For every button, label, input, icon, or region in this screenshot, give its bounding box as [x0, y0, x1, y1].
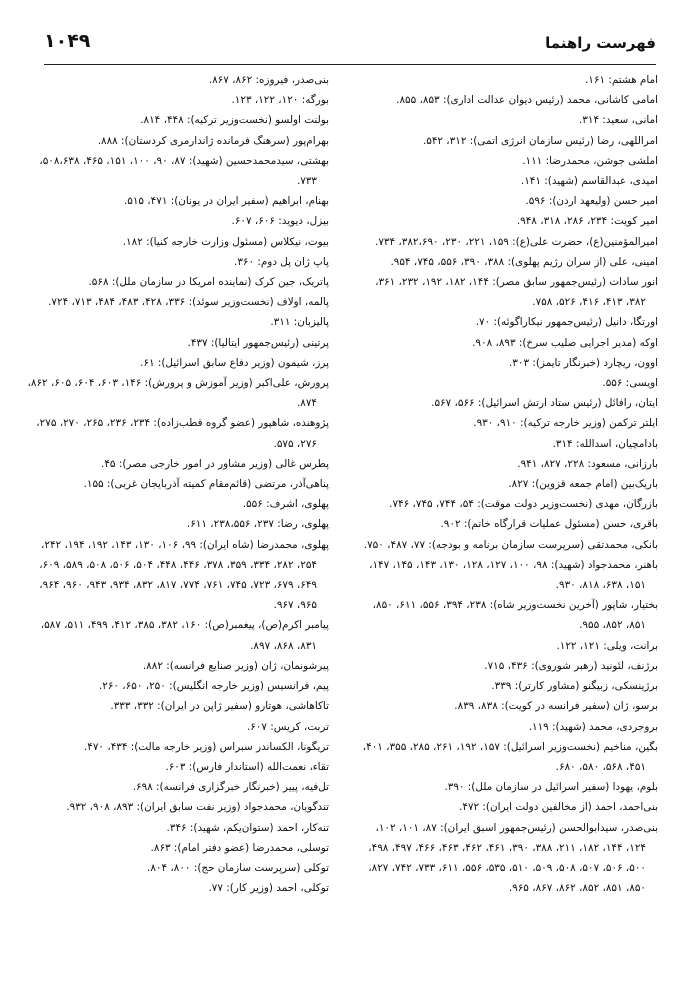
- index-entry: امراللهی، رضا (رئیس سازمان انرژی اتمی): ۳۱۲، ۵۴۲.: [422, 134, 658, 147]
- index-entry: پرز، شیمون (وزیر دفاع سابق اسرائیل): ۶۱.: [140, 356, 329, 369]
- index-column-right: [362, 70, 658, 898]
- index-entry: بنی‌صدر، فیروزه: ۸۶۲، ۸۶۷.: [208, 74, 329, 86]
- index-entry: تریگونا، الکساندر سبراس (وزیر خارجه مالت): ۴۳۴، ۴۷۰.: [83, 740, 329, 753]
- index-entry: امام هشتم: ۱۶۱.: [584, 74, 658, 86]
- index-entry: برانت، ویلی: ۱۲۱، ۱۲۲.: [556, 639, 658, 652]
- index-entry: بادامچیان، اسدالله: ۳۱۴.: [552, 437, 658, 450]
- index-entry: امیر کویت: ۲۳۴، ۲۸۶، ۳۱۸، ۹۴۸.: [516, 215, 658, 228]
- index-entry: تل‌فیه، پییر (خبرنگار خبرگزاری فرانسه): ۶۹۸.: [132, 781, 329, 794]
- index-entry: برژنف، لئونید (رهبر شوروی): ۴۳۶، ۷۱۵.: [484, 659, 658, 672]
- index-entry: پاتریک، جین کرک (نماینده امریکا در سازمان ملل): ۵۶۸.: [88, 276, 329, 289]
- index-entry: بهشتی، سیدمحمدحسین (شهید): ۸۷، ۹۰، ۱۰۰، ۱۵۱، ۴۶۵، ۵۰۸،۶۳۸، ۷۳۳.: [39, 154, 329, 188]
- index-entry: بختیار، شاپور (آخرین نخست‌وزیر شاه): ۲۳۸، ۳۹۴، ۵۵۶، ۶۱۱، ۸۵۰، ۸۵۱، ۸۵۲، ۹۵۵.: [372, 599, 658, 632]
- index-entry: پالیزبان: ۳۱۱.: [270, 316, 329, 329]
- index-entry: پیامبر اکرم(ص)، پیغمبر(ص): ۱۶۰، ۳۸۲، ۳۸۵، ۴۱۲، ۴۹۹، ۵۱۱، ۵۸۷، ۸۳۱، ۸۶۸، ۸۹۷.: [40, 619, 329, 652]
- index-entry: پهلوی، رضا: ۲۳۷، ۲۳۸،۵۵۶، ۶۱۱.: [186, 518, 329, 531]
- index-entry: اوکه (مدیر اجرایی صلیب سرخ): ۸۹۳، ۹۰۸.: [472, 336, 658, 349]
- index-entry: امیدی، عبدالقاسم (شهید): ۱۴۱.: [520, 175, 658, 188]
- index-entry: برسو، ژان (سفیر فرانسه در کویت): ۸۳۸، ۸۳۹.: [454, 700, 658, 713]
- index-entry: پرتینی (رئیس‌جمهور ایتالیا): ۴۳۷.: [187, 336, 329, 349]
- index-entry: برژینسکی، زبیگنو (مشاور کارتر): ۳۳۹.: [491, 680, 658, 693]
- index-entry: تاکاهاشی، هوتارو (سفیر ژاپن در ایران): ۳۳۲، ۳۳۳.: [110, 700, 329, 713]
- index-entry: امینی، علی (از سران رژیم پهلوی): ۳۸۸، ۳۹۰، ۵۵۶، ۷۴۵، ۹۵۴.: [390, 255, 658, 268]
- index-entry: پطرس غالی (وزیر مشاور در امور خارجی مصر): ۴۵.: [101, 457, 329, 470]
- index-entry: تندگویان، محمدجواد (وزیر نفت سابق ایران): ۸۹۳، ۹۰۸، ۹۳۲.: [66, 801, 329, 814]
- index-column-left: [27, 70, 329, 898]
- index-entry: تنه‌کار، احمد (ستوان‌یکم، شهید): ۳۴۶.: [166, 821, 329, 834]
- index-entry: ایتان، رافائل (رئیس ستاد ارتش اسرائیل): ۵۶۶، ۵۶۷.: [431, 397, 658, 410]
- index-entry: پهلوی، محمدرضا (شاه ایران): ۹۹، ۱۰۶، ۱۳۰، ۱۴۳، ۱۹۲، ۱۹۴، ۲۴۲، ۲۵۴، ۲۸۲، ۳۳۴، ۳۵۹، ۳۷۸، ۴۴۶، ۴۴۸، ۵۰۴، ۵۰۶، ۵۰۸، ۵۸۹، ۶۰۹، ۶۴۹، ۶۷۹، ۷۲۳، ۷۴۵، ۷۶۱، ۷۷۴، ۸۱۷، ۸۳۲، ۹۳۴، ۹۴۳، ۹۶۰، ۹۶۴، ۹۶۵، ۹۶۷.: [39, 538, 329, 612]
- index-entry: بارزانی، مسعود: ۲۲۸، ۸۲۷، ۹۴۱.: [517, 457, 658, 470]
- index-entry: بیوت، نیکلاس (مسئول وزارت خارجه کنیا): ۱۸۲.: [122, 235, 329, 248]
- index-entry: تربت، کریس: ۶۰۷.: [246, 720, 329, 733]
- index-entry: بانکی، محمدتقی (سرپرست سازمان برنامه و بودجه): ۷۷، ۴۸۷، ۷۵۰.: [363, 538, 658, 551]
- index-entry: باهنر، محمدجواد (شهید): ۹۸، ۱۰۰، ۱۲۷، ۱۲۸، ۱۳۰، ۱۴۳، ۱۴۵، ۱۴۷، ۱۵۱، ۶۳۸، ۸۱۸، ۹۳۰.: [369, 558, 658, 592]
- index-entry: پاپ ژان پل دوم: ۳۶۰.: [234, 255, 329, 268]
- index-entry: بلوم، یهودا (سفیر اسرائیل در سازمان ملل): ۳۹۰.: [444, 781, 658, 794]
- index-entry: بروجردی، محمد (شهید): ۱۱۹.: [528, 720, 658, 733]
- index-entry: انور سادات (رئیس‌جمهور سابق مصر): ۱۴۴، ۱۸۲، ۱۹۲، ۲۳۲، ۳۶۱، ۳۸۲، ۴۱۳، ۴۱۶، ۵۲۶، ۷۵۸.: [375, 276, 658, 309]
- index-entry: بهنام، ابراهیم (سفیر ایران در یونان): ۴۷۱، ۵۱۵.: [123, 195, 329, 208]
- index-entry: باریک‌بین (امام جمعه قزوین): ۸۲۷.: [508, 478, 658, 491]
- index-entry: ایلتر ترکمن (وزیر خارجه ترکیه): ۹۱۰، ۹۳۰.: [473, 417, 658, 430]
- index-entry: بگین، مناخیم (نخست‌وزیر اسرائیل): ۱۵۷، ۱۹۲، ۲۶۱، ۲۸۵، ۳۵۵، ۴۰۱، ۴۵۱، ۵۶۸، ۵۸۰، ۶۸۰.: [362, 740, 658, 773]
- index-entry: تقاء، نعمت‌الله (استاندار فارس): ۶۰۳.: [165, 760, 329, 773]
- index-entry: بنی‌احمد، احمد (از مخالفین دولت ایران): ۴۷۲.: [459, 801, 658, 814]
- index-entry: پالمه، اولاف (نخست‌وزیر سوئد): ۳۳۶، ۴۲۸، ۴۸۳، ۴۸۴، ۷۱۳، ۷۲۴.: [48, 296, 329, 309]
- page-header: [44, 30, 656, 64]
- index-entry: امانی، سعید: ۳۱۴.: [578, 114, 658, 127]
- index-entry: بیزل، دیوید: ۶۰۶، ۶۰۷.: [231, 215, 329, 228]
- index-entry: پژوهنده، شاهپور (عضو گروه قطب‌زاده): ۲۳۴، ۲۳۶، ۲۶۵، ۲۷۰، ۲۷۵، ۲۷۶، ۵۷۵.: [36, 417, 329, 450]
- index-entry: پیم، فرانسیس (وزیر خارجه انگلیس): ۲۵۰، ۶۵۰، ۲۶۰.: [98, 680, 329, 693]
- index-entry: توکلی (سرپرست سازمان حج): ۸۰۰، ۸۰۴.: [147, 861, 329, 874]
- index-entry: توکلی، احمد (وزیر کار): ۷۷.: [208, 882, 329, 895]
- index-entry: پهلوی، اشرف: ۵۵۶.: [242, 498, 329, 511]
- index-entry: املشی جوشن، محمدرضا: ۱۱۱.: [522, 154, 658, 167]
- index-entry: بهرام‌پور (سرهنگ فرمانده ژاندارمری کردستان): ۸۸۸.: [97, 134, 329, 147]
- page-title: فهرست راهنما: [545, 34, 656, 52]
- index-entry: اویسی: ۵۵۶.: [602, 377, 658, 390]
- index-entry: امیر حسن (ولیعهد اردن): ۵۹۶.: [525, 195, 658, 208]
- index-entry: پرورش، علی‌اکبر (وزیر آموزش و پرورش): ۱۴۶، ۶۰۳، ۶۰۴، ۶۰۵، ۸۶۲، ۸۷۴.: [27, 377, 329, 410]
- index-entry: پیرشونمان، ژان (وزیر صنایع فرانسه): ۸۸۲.: [142, 659, 329, 672]
- index-entry: باقری، حسن (مسئول عملیات قرارگاه خاتم): ۹۰۲.: [440, 518, 658, 531]
- index-entry: اورتگا، دانیل (رئیس‌جمهور نیکاراگوئه): ۷۰.: [475, 316, 658, 329]
- index-entry: توسلی، محمدرضا (عضو دفتر امام): ۸۶۳.: [150, 841, 329, 854]
- index-entry: پناهی‌آذر، مرتضی (قائم‌مقام کمیته آذربایجان غربی): ۱۵۵.: [83, 478, 329, 491]
- index-entry: بازرگان، مهدی (نخست‌وزیر دولت موقت): ۵۴، ۷۴۴، ۷۴۵، ۷۴۶.: [389, 498, 658, 511]
- index-entry: بولنت اولسو (نخست‌وزیر ترکیه): ۴۴۸، ۸۱۴.: [140, 114, 329, 127]
- index-entry: امیرالمؤمنین(ع)، حضرت علی(ع): ۱۵۹، ۲۲۱، ۲۳۰، ۳۸۲،۶۹۰، ۷۳۴.: [375, 235, 658, 248]
- page-number: ۱۰۴۹: [44, 30, 91, 52]
- index-entry: امامی کاشانی، محمد (رئیس دیوان عدالت اداری): ۸۵۳، ۸۵۵.: [396, 94, 658, 107]
- index-entry: بنی‌صدر، سیدابوالحسن (رئیس‌جمهور اسبق ایران): ۸۷، ۱۰۱، ۱۰۲، ۱۲۴، ۱۴۴، ۱۸۲، ۲۱۱، ۳۸۸، ۳۹۰، ۴۶۱، ۴۶۲، ۴۶۳، ۴۶۶، ۴۹۷، ۴۹۸، ۵۰۰، ۵۰۶، ۵۰۷، ۵۰۸، ۵۰۹، ۵۱۰، ۵۳۵، ۵۵۶، ۶۱۱، ۷۳۳، ۷۴۲، ۸۲۷، ۸۵۰، ۸۵۱، ۸۵۲، ۸۶۲، ۸۶۷، ۹۶۵.: [368, 821, 658, 895]
- index-entry: بورگه: ۱۲۰، ۱۲۲، ۱۲۳.: [231, 94, 329, 107]
- header-divider: [44, 64, 656, 65]
- index-entry: اوون، ریچارد (خبرنگار تایمز): ۳۰۳.: [508, 356, 658, 369]
